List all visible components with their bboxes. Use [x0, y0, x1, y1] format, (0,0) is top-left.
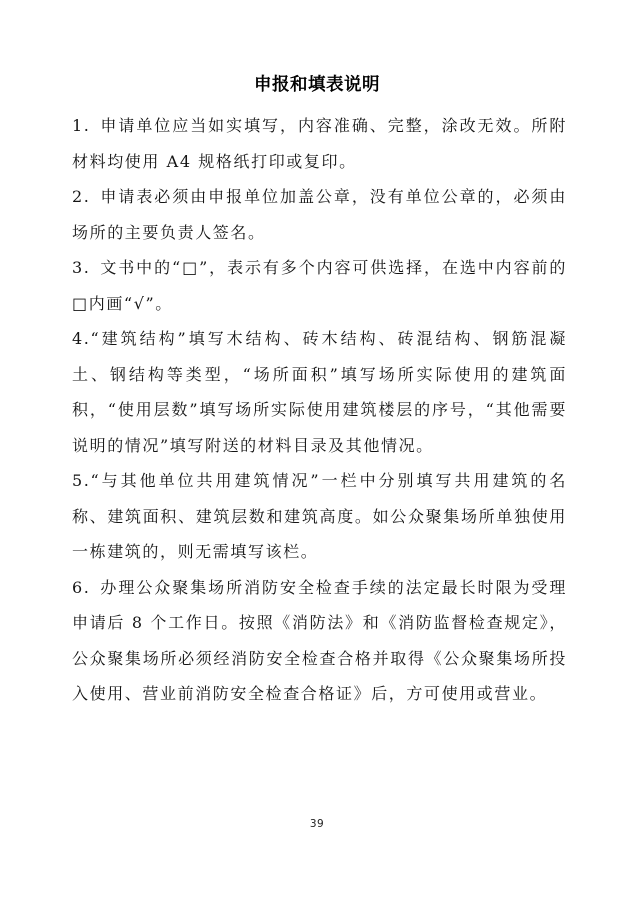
instruction-item-6: 6. 办理公众聚集场所消防安全检查手续的法定最长时限为受理申请后 8 个工作日。按照《消防法》和《消防监督检查规定》，公众聚集场所必须经消防安全检查合格并取得《公众聚集场所投入使用、营业前消防安全检查合格证》后，方可使用或营业。 — [72, 577, 567, 703]
instruction-item-5: 5.“与其他单位共用建筑情况”一栏中分别填写共用建筑的名称、建筑面积、建筑层数和建筑高度。如公众聚集场所单独使用一栋建筑的，则无需填写该栏。 — [72, 471, 567, 561]
instruction-item-4: 4.“建筑结构”填写木结构、砖木结构、砖混结构、钢筋混凝土、钢结构等类型，“场所面积”填写场所实际使用的建筑面积，“使用层数”填写场所实际使用建筑楼层的序号，“其他需要说明的情况”填写附送的材料目录及其他情况。 — [72, 329, 567, 455]
instructions-body — [72, 108, 567, 712]
instruction-item-1: 1. 申请单位应当如实填写，内容准确、完整，涂改无效。所附材料均使用 A4 规格纸打印或复印。 — [72, 116, 567, 171]
page-title: 申报和填表说明 — [254, 75, 380, 95]
instruction-item-2: 2. 申请表必须由申报单位加盖公章，没有单位公章的，必须由场所的主要负责人签名。 — [72, 187, 567, 242]
instruction-item-3: 3. 文书中的“□”，表示有多个内容可供选择，在选中内容前的□内画“√”。 — [72, 258, 567, 313]
page-number: 39 — [309, 818, 325, 830]
